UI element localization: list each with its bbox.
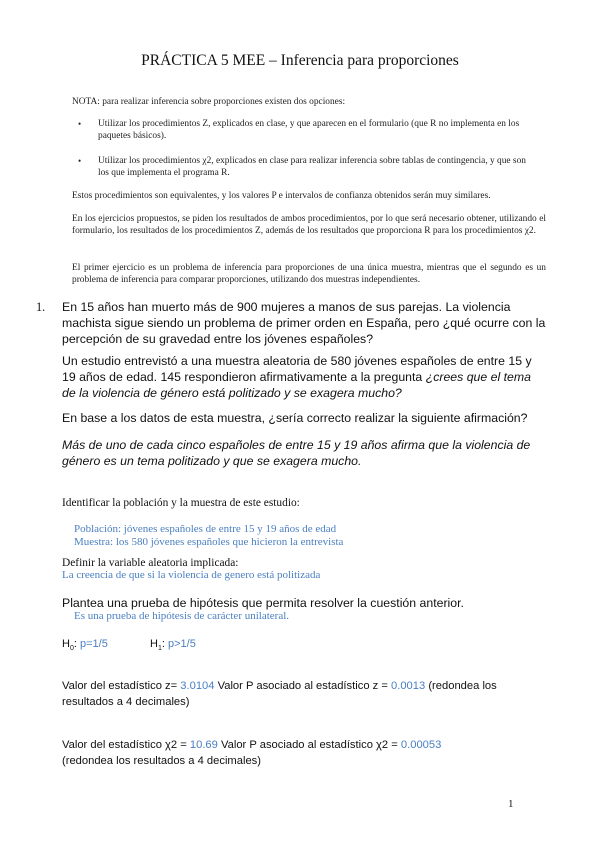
h1-label: H	[150, 638, 158, 650]
h0-colon: :	[73, 638, 80, 650]
z-pvalue: 0.0013	[391, 680, 426, 692]
variable-answer: La creencia de que si la violencia de genero está politizada	[62, 569, 321, 581]
chi-statistic-line	[62, 737, 546, 769]
h1-colon: :	[161, 638, 168, 650]
muestra-answer: Muestra: los 580 jóvenes españoles que hicieron la entrevista	[74, 536, 344, 548]
note-paragraph-3: El primer ejercicio es un problema de inferencia para proporciones de una única muestra, mientras que el segundo es un problema de inferencia para comparar proporciones, utilizando dos muestras independientes.	[72, 263, 546, 286]
h0-value: p=1/5	[79, 638, 108, 650]
chi-label: Valor del estadístico χ2 =	[62, 739, 190, 751]
note-bullet-2	[78, 155, 538, 180]
bullet-icon: •	[78, 156, 82, 166]
exercise-claim: Más de uno de cada cinco españoles de entre 15 y 19 años afirma que la violencia de género es un tema politizado y que se exagera mucho.	[62, 438, 531, 469]
exercise-paragraph-2	[62, 353, 546, 402]
page-title: PRÁCTICA 5 MEE – Inferencia para proporciones	[141, 52, 459, 69]
h0-label: H	[62, 638, 70, 650]
variable-label: Definir la variable aleatoria implicada:	[62, 557, 239, 569]
survey-question: ¿crees que el tema de la violencia de género está politizado y se exagera mucho?	[62, 370, 531, 401]
note-paragraph-2: En los ejercicios propuestos, se piden los resultados de ambos procedimientos, por lo que será necesario obtener, utilizando el formulario, los resultados de los procedimientos Z, además de los resultados que proporciona R para los procedimientos χ2.	[72, 214, 546, 237]
z-statistic-line	[62, 678, 546, 710]
z-rounding-note: (redondea los resultados a 4 decimales)	[62, 680, 497, 708]
note-bullet-1-text: Utilizar los procedimientos Z, explicados en clase, y que aparecen en el formulario (que R no implementa en los paquetes básicos).	[98, 119, 520, 142]
note-paragraph-1: Estos procedimientos son equivalentes, y los valores P e intervalos de confianza obtenidos serán muy similares.	[72, 191, 491, 201]
exercise-number: 1.	[36, 300, 46, 314]
identify-label: Identificar la población y la muestra de este estudio:	[62, 497, 300, 509]
bullet-icon: •	[78, 119, 82, 129]
hypothesis-label: Plantea una prueba de hipótesis que permita resolver la cuestión anterior.	[62, 596, 464, 610]
z-label: Valor del estadístico z=	[62, 680, 181, 692]
exercise-paragraph-1: En 15 años han muerto más de 900 mujeres a manos de sus parejas. La violencia machista sigue siendo un problema de primer orden en España, pero ¿qué ocurre con la percepción de su gravedad entre los jóvenes españoles?	[62, 300, 546, 347]
exercise-paragraph-2-text: Un estudio entrevistó a una muestra aleatoria de 580 jóvenes españoles de entre 15 y 19 años de edad. 145 respondieron afirmativamente a la pregunta	[62, 354, 532, 385]
poblacion-answer: Población: jóvenes españoles de entre 15 y 19 años de edad	[74, 523, 337, 535]
note-bullet-1	[78, 118, 538, 143]
chi-pvalue: 0.00053	[400, 739, 442, 751]
chi-rounding-note: (redondea los resultados a 4 decimales)	[62, 755, 261, 767]
chi-pvalue-label: Valor P asociado al estadístico χ2 =	[217, 739, 401, 751]
page-number: 1	[508, 798, 514, 810]
h0-subscript: 0	[69, 645, 74, 653]
note-intro: NOTA: para realizar inferencia sobre proporciones existen dos opciones:	[72, 97, 346, 107]
h1-subscript: 1	[157, 645, 162, 653]
z-pvalue-label: Valor P asociado al estadístico z =	[214, 680, 391, 692]
alt-hypothesis	[150, 638, 196, 652]
h1-value: p>1/5	[167, 638, 196, 650]
hypothesis-answer: Es una prueba de hipótesis de carácter unilateral.	[74, 610, 290, 622]
exercise-paragraph-3: En base a los datos de esta muestra, ¿sería correcto realizar la siguiente afirmación?	[62, 411, 528, 425]
null-hypothesis	[62, 638, 108, 652]
z-value: 3.0104	[180, 680, 215, 692]
note-bullet-2-text: Utilizar los procedimientos χ2, explicados en clase para realizar inferencia sobre tablas de contingencia, y que son los que implementa el programa R.	[98, 156, 526, 179]
chi-value: 10.69	[189, 739, 218, 751]
